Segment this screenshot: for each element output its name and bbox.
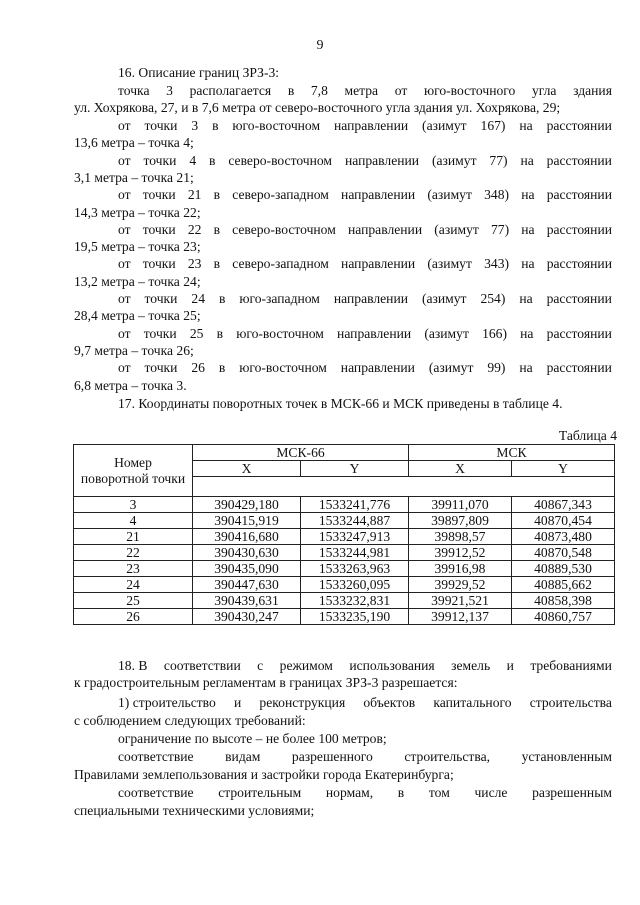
section-18-p2-line-2: с соблюдением следующих требований: (74, 713, 306, 728)
word: от (118, 256, 131, 272)
word: строительства (529, 695, 612, 710)
header-msk66: МСК-66 (193, 445, 409, 461)
section-16-heading: 16. Описание границ ЗРЗ-3: (118, 65, 280, 80)
segment-line-2: 9,7 метра – точка 26; (74, 342, 194, 358)
table-row (74, 497, 615, 513)
word: расстоянии (546, 187, 612, 203)
word: 3 (166, 83, 173, 98)
word: направлении (340, 360, 415, 376)
table-cell: 390447,630 (193, 577, 301, 593)
segment-line-1 (118, 152, 612, 170)
word: 77) (490, 221, 510, 237)
table-row (74, 577, 615, 593)
table-cell: 390435,090 (193, 561, 301, 577)
word: с (257, 658, 264, 673)
table-cell: 1533232,831 (301, 593, 409, 609)
word: соответствие (118, 749, 194, 764)
segment-line-2: 19,5 метра – точка 23; (74, 239, 201, 255)
table-cell: 390416,680 (193, 529, 301, 545)
word: от (118, 187, 131, 203)
section-18-p1-line-1 (118, 657, 612, 675)
word: точки (143, 152, 177, 168)
word: разрешенным (532, 785, 612, 800)
header-msk66-y: Y (301, 461, 409, 477)
table-cell: 23 (74, 561, 193, 577)
table-cell: 39912,52 (409, 545, 512, 561)
word: северо-западном (232, 187, 329, 203)
word: 3 (191, 118, 199, 133)
section-18-p4-line-1 (118, 748, 612, 766)
word: нормам, (325, 785, 374, 800)
word: на (521, 221, 535, 237)
segment-line-1 (118, 117, 612, 135)
word: на (520, 325, 534, 341)
word: 166) (482, 325, 507, 341)
table-cell: 40860,757 (512, 609, 615, 625)
word: (азимут (428, 360, 474, 376)
word: разрешенного (291, 749, 373, 764)
word: соответствие (118, 785, 194, 800)
page-number: 9 (316, 38, 324, 53)
word: юго-восточного (423, 83, 516, 98)
word: 25 (189, 325, 204, 341)
table-cell: 1533244,981 (301, 545, 409, 561)
word: 254) (480, 291, 506, 306)
word: в (213, 221, 220, 237)
word: расстоянии (546, 360, 612, 376)
word: 21 (187, 187, 202, 203)
word: на (520, 152, 534, 168)
coordinates-table (73, 444, 615, 625)
segment-line-2: 14,3 метра – точка 22; (74, 204, 201, 220)
word: направлении (334, 118, 409, 133)
segment-line-2: 3,1 метра – точка 21; (74, 169, 194, 185)
word: расстоянии (546, 256, 612, 272)
word: в (216, 325, 224, 341)
word: требованиями (530, 658, 612, 673)
word: (азимут (421, 291, 467, 306)
word: (азимут (434, 221, 479, 237)
word: использования (349, 658, 435, 673)
word: северо-западном (232, 256, 329, 272)
word: направлении (333, 291, 408, 306)
table-row (74, 593, 615, 609)
section-16-intro-line-1 (118, 82, 612, 100)
word: (азимут (427, 256, 472, 272)
table-row (74, 545, 615, 561)
word: (азимут (422, 118, 467, 133)
word: числе (474, 785, 508, 800)
word: строительства, (404, 749, 491, 764)
word: в (287, 83, 295, 98)
table-cell: 39916,98 (409, 561, 512, 577)
word: 26 (191, 360, 205, 376)
word: реконструкция (259, 695, 346, 710)
word: угла (531, 83, 557, 98)
section-18-p5-line-2: специальными техническими условиями; (74, 803, 315, 818)
word: установленным (521, 749, 612, 764)
segment-line-1 (118, 359, 612, 377)
table-cell: 40885,662 (512, 577, 615, 593)
word: 22 (187, 221, 202, 237)
word: точки (142, 221, 176, 237)
word: юго-западном (239, 291, 320, 306)
word: на (519, 360, 533, 376)
table-cell: 24 (74, 577, 193, 593)
word: точки (144, 118, 178, 133)
table-cell: 39898,57 (409, 529, 512, 545)
table-cell: 3 (74, 497, 193, 513)
word: 167) (480, 118, 506, 133)
word: от (118, 221, 131, 237)
word: в (218, 360, 226, 376)
section-18-p1-line-2: к градостроительным регламентам в границах ЗРЗ-3 разрешается: (74, 675, 458, 690)
table-cell: 25 (74, 593, 193, 609)
word: направлении (344, 152, 420, 168)
word: (азимут (427, 187, 472, 203)
header-spacer (193, 477, 615, 497)
table-caption: Таблица 4 (558, 428, 617, 443)
section-18-p4-line-2: Правилами землепользования и застройки города Екатеринбурга; (74, 767, 454, 782)
table-cell: 4 (74, 513, 193, 529)
word: юго-восточном (239, 360, 327, 376)
header-msk-y: Y (512, 461, 615, 477)
word: точки (144, 360, 178, 376)
word: земель (451, 658, 491, 673)
word: в (397, 785, 405, 800)
table-cell: 39929,52 (409, 577, 512, 593)
segment-line-1 (118, 221, 612, 239)
word: северо-восточном (232, 221, 336, 237)
word: соответствии (163, 658, 241, 673)
table-cell: 21 (74, 529, 193, 545)
table-cell: 39897,809 (409, 513, 512, 529)
word: на (521, 187, 535, 203)
table-cell: 39921,521 (409, 593, 512, 609)
segment-line-2: 28,4 метра – точка 25; (74, 308, 201, 324)
table-cell: 390415,919 (193, 513, 301, 529)
word: точки (143, 325, 177, 341)
word: расстоянии (546, 152, 612, 168)
word: 4 (189, 152, 197, 168)
word: точки (144, 291, 178, 306)
section-16-intro-line-2: ул. Хохрякова, 27, и в 7,6 метра от северо-восточного угла здания ул. Хохрякова, 29; (74, 100, 561, 115)
table-cell: 1533260,095 (301, 577, 409, 593)
segment-line-1 (118, 290, 612, 308)
table-cell: 1533247,913 (301, 529, 409, 545)
segment-line-2: 6,8 метра – точка 3. (74, 377, 187, 393)
table-cell: 40858,398 (512, 593, 615, 609)
word: от (118, 118, 131, 133)
word: точки (142, 187, 176, 203)
word: направлении (341, 256, 416, 272)
word: расстоянии (546, 325, 612, 341)
word: юго-восточном (232, 118, 321, 133)
word: в (209, 152, 216, 168)
table-body (74, 497, 615, 625)
table-cell: 1533235,190 (301, 609, 409, 625)
segment-line-2: 13,2 метра – точка 24; (74, 273, 201, 289)
table-cell: 1533244,887 (301, 513, 409, 529)
word: 23 (187, 256, 202, 272)
table-cell: 1533263,963 (301, 561, 409, 577)
word: направлении (337, 325, 412, 341)
word: 77) (489, 152, 508, 168)
table-cell: 1533241,776 (301, 497, 409, 513)
word: в (212, 118, 219, 133)
word: капитального (433, 695, 512, 710)
section-18-height-limit: ограничение по высоте – не более 100 метров; (118, 731, 387, 746)
word: в (218, 291, 226, 306)
word: точки (142, 256, 176, 272)
word: на (521, 256, 535, 272)
table-cell: 390439,631 (193, 593, 301, 609)
table-cell: 39911,070 (409, 497, 512, 513)
segment-line-1 (118, 325, 612, 343)
segment-line-1 (118, 186, 612, 204)
word: 343) (484, 256, 510, 272)
word: расстоянии (546, 118, 612, 133)
table-cell: 40873,480 (512, 529, 615, 545)
table-cell: 39912,137 (409, 609, 512, 625)
word: 99) (487, 360, 506, 376)
table-row (74, 561, 615, 577)
table-cell: 390429,180 (193, 497, 301, 513)
table-cell: 390430,247 (193, 609, 301, 625)
word: (азимут (431, 152, 477, 168)
word: направлении (347, 221, 423, 237)
table-row (74, 513, 615, 529)
table-cell: 22 (74, 545, 193, 561)
word: северо-восточном (228, 152, 333, 168)
word: от (118, 360, 131, 376)
word: от (118, 152, 131, 168)
word: видам (225, 749, 261, 764)
table-cell: 40889,530 (512, 561, 615, 577)
word: и (233, 695, 242, 710)
word: на (519, 291, 533, 306)
word: 18. В (118, 658, 148, 673)
word: режимом (279, 658, 333, 673)
word: объектов (363, 695, 416, 710)
word: (азимут (424, 325, 469, 341)
table-row (74, 609, 615, 625)
word: 7,8 (310, 83, 328, 98)
word: в (213, 187, 221, 203)
word: здания (573, 83, 612, 98)
word: в (213, 256, 221, 272)
word: расстоянии (546, 291, 612, 306)
word: от (118, 325, 131, 341)
word: 24 (191, 291, 205, 306)
table-cell: 40870,548 (512, 545, 615, 561)
header-point-number: Номер поворотной точки (74, 445, 193, 497)
table-cell: 390430,630 (193, 545, 301, 561)
word: на (519, 118, 533, 133)
word: 348) (484, 187, 510, 203)
word: 1) строительство (118, 695, 216, 710)
table-cell: 26 (74, 609, 193, 625)
word: направлении (341, 187, 416, 203)
header-msk66-x: X (193, 461, 301, 477)
word: располагается (189, 83, 272, 98)
section-18-p2-line-1 (118, 694, 612, 712)
word: расстоянии (546, 221, 612, 237)
word: точка (118, 83, 150, 98)
segment-line-1 (118, 255, 612, 273)
word: от (118, 291, 131, 306)
section-17-text: 17. Координаты поворотных точек в МСК-66 и МСК приведены в таблице 4. (118, 396, 563, 411)
table-cell: 40870,454 (512, 513, 615, 529)
word: том (428, 785, 450, 800)
word: метра (344, 83, 379, 98)
table-row (74, 529, 615, 545)
section-18-p5-line-1 (118, 784, 612, 802)
segment-line-2: 13,6 метра – точка 4; (74, 135, 194, 151)
header-msk: МСК (409, 445, 615, 461)
table-cell: 40867,343 (512, 497, 615, 513)
word: и (506, 658, 514, 673)
word: от (394, 83, 408, 98)
header-msk-x: X (409, 461, 512, 477)
word: строительным (218, 785, 302, 800)
word: юго-восточном (236, 325, 324, 341)
